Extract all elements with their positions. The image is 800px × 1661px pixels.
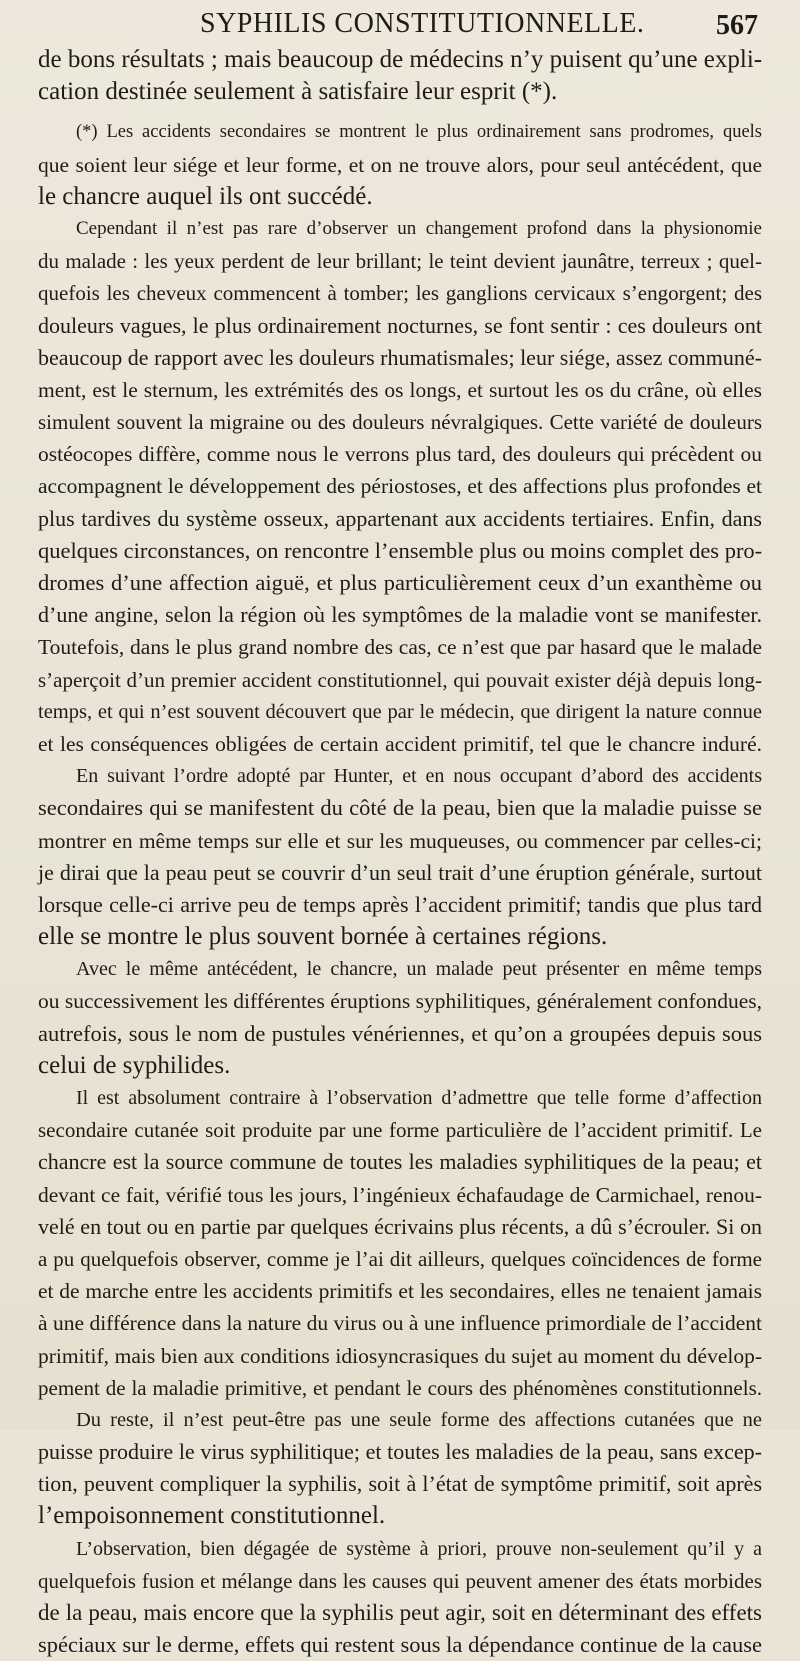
text-line: pement de la maladie primitive, et pendant le cours des phénomènes constitutionnels. xyxy=(38,1375,762,1400)
text-line: secondaires qui se manifestent du côté de la peau, bien que la maladie puisse se xyxy=(38,795,762,821)
text-line: spéciaux sur le derme, effets qui restent sous la dépendance continue de la cause xyxy=(38,1632,762,1658)
text-line: lorsque celle-ci arrive peu de temps après l’accident primitif; tandis que plus tard xyxy=(38,891,762,917)
text-line: ou successivement les différentes éruptions syphilitiques, généralement confondues, xyxy=(38,989,762,1014)
text-line: de bons résultats ; mais beaucoup de médecins n’y puisent qu’une expli- xyxy=(38,46,763,73)
text-line: Avec le même antécédent, le chancre, un malade peut présenter en même temps xyxy=(76,958,762,981)
body-text xyxy=(38,44,762,1661)
text-line: dromes d’une affection aiguë, et plus particulièrement ceux d’un exanthème ou xyxy=(38,570,762,595)
text-line: quelquefois fusion et mélange dans les causes qui peuvent amener des états morbides xyxy=(38,1568,762,1593)
text-line: a pu quelquefois observer, comme je l’ai dit ailleurs, quelques coïncidences de forme xyxy=(38,1246,762,1271)
text-line: de la peau, mais encore que la syphilis peut agir, soit en déterminant des effets xyxy=(38,1600,762,1625)
text-line: celui de syphilides. xyxy=(38,1051,231,1079)
text-line: puisse produire le virus syphilitique; et toutes les maladies de la peau, sans excep- xyxy=(38,1439,762,1465)
text-line: secondaire cutanée soit produite par une forme particulière de l’accident primitif. Le xyxy=(38,1118,762,1143)
text-line: et les conséquences obligées de certain accident primitif, tel que le chancre induré. xyxy=(38,731,762,756)
text-line: autrefois, sous le nom de pustules vénériennes, et qu’on a groupées depuis sous xyxy=(38,1020,762,1046)
paragraph-spacer xyxy=(38,108,762,116)
text-line: ment, est le sternum, les extrémités des os longs, et surtout les os du crâne, où elles xyxy=(38,377,762,402)
text-line: En suivant l’ordre adopté par Hunter, et en nous occupant d’abord des accidents xyxy=(76,765,762,788)
text-line: l’empoisonnement constitutionnel. xyxy=(38,1502,386,1530)
text-line: quelques circonstances, on rencontre l’ensemble plus ou moins complet des pro- xyxy=(38,537,763,563)
text-line: tion, peuvent compliquer la syphilis, soit à l’état de symptôme primitif, soit après xyxy=(38,1471,762,1497)
text-line: temps, et qui n’est souvent découvert que par le médecin, que dirigent la nature connue xyxy=(38,700,762,723)
text-line: plus tardives du système osseux, appartenant aux accidents tertiaires. Enfin, dans xyxy=(38,505,762,531)
text-line: quefois les cheveux commencent à tomber; les ganglions cervicaux s’engorgent; des xyxy=(38,281,762,306)
text-line: Du reste, il n’est peut-être pas une seule forme des affections cutanées que ne xyxy=(76,1408,762,1431)
text-line: à une différence dans la nature du virus ou à une influence primordiale de l’accident xyxy=(38,1311,762,1336)
text-line: L’observation, bien dégagée de système à priori, prouve non-seulement qu’il y a xyxy=(76,1537,762,1560)
text-line: Il est absolument contraire à l’observation d’admettre que telle forme d’affection xyxy=(76,1087,762,1109)
text-line: d’une angine, selon la région où les symptômes de la maladie vont se manifester. xyxy=(38,602,762,628)
text-line: elle se montre le plus souvent bornée à certaines régions. xyxy=(38,923,608,951)
text-line: Cependant il n’est pas rare d’observer un changement profond dans la physionomie xyxy=(76,217,762,239)
text-line: Toutefois, dans le plus grand nombre des cas, ce n’est que par hasard que le malade xyxy=(38,635,762,660)
text-line: primitif, mais bien aux conditions idiosyncrasiques du sujet au moment du dévelop- xyxy=(38,1343,762,1368)
text-line: beaucoup de rapport avec les douleurs rhumatismales; leur siége, assez communé- xyxy=(38,344,762,370)
text-line: ostéocopes diffère, comme nous le verrons plus tard, des douleurs qui précèdent ou xyxy=(38,442,762,467)
text-line: du malade : les yeux perdent de leur brillant; le teint devient jaunâtre, terreux ; quel- xyxy=(38,249,762,274)
running-head: SYPHILIS CONSTITUTIONNELLE. xyxy=(200,8,645,39)
text-line: velé en tout ou en partie par quelques écrivains plus récents, a dû s’écrouler. Si on xyxy=(38,1213,762,1239)
text-line: je dirai que la peau peut se couvrir d’un seul trait d’une éruption générale, surtout xyxy=(38,859,762,885)
text-line: simulent souvent la migraine ou des douleurs névralgiques. Cette variété de douleurs xyxy=(38,410,762,435)
page-header xyxy=(0,4,800,44)
page-number: 567 xyxy=(716,10,758,41)
text-line: chancre est la source commune de toutes les maladies syphilitiques de la peau; et xyxy=(38,1149,762,1175)
text-line: cation destinée seulement à satisfaire leur esprit (*). xyxy=(38,78,558,106)
text-line: montrer en même temps sur elle et sur les muqueuses, ou commencer par celles-ci; xyxy=(38,828,762,853)
text-line: devant ce fait, vérifié tous les jours, l’ingénieux échafaudage de Carmichael, renou- xyxy=(38,1182,762,1207)
text-line: et de marche entre les accidents primitifs et les secondaires, elles ne tenaient jamais xyxy=(38,1279,762,1304)
text-line: s’aperçoit d’un premier accident constitutionnel, qui pouvait exister déjà depuis long- xyxy=(38,667,762,692)
text-line: accompagnent le développement des périostoses, et des affections plus profondes et xyxy=(38,474,762,499)
text-line: douleurs vagues, le plus ordinairement nocturnes, se font sentir : ces douleurs ont xyxy=(38,312,762,338)
text-line: que soient leur siége et leur forme, et on ne trouve alors, pour seul antécédent, que xyxy=(38,152,762,177)
text-line: (*) Les accidents secondaires se montrent le plus ordinairement sans prodromes, quels xyxy=(76,122,762,143)
text-line: le chancre auquel ils ont succédé. xyxy=(38,182,373,210)
